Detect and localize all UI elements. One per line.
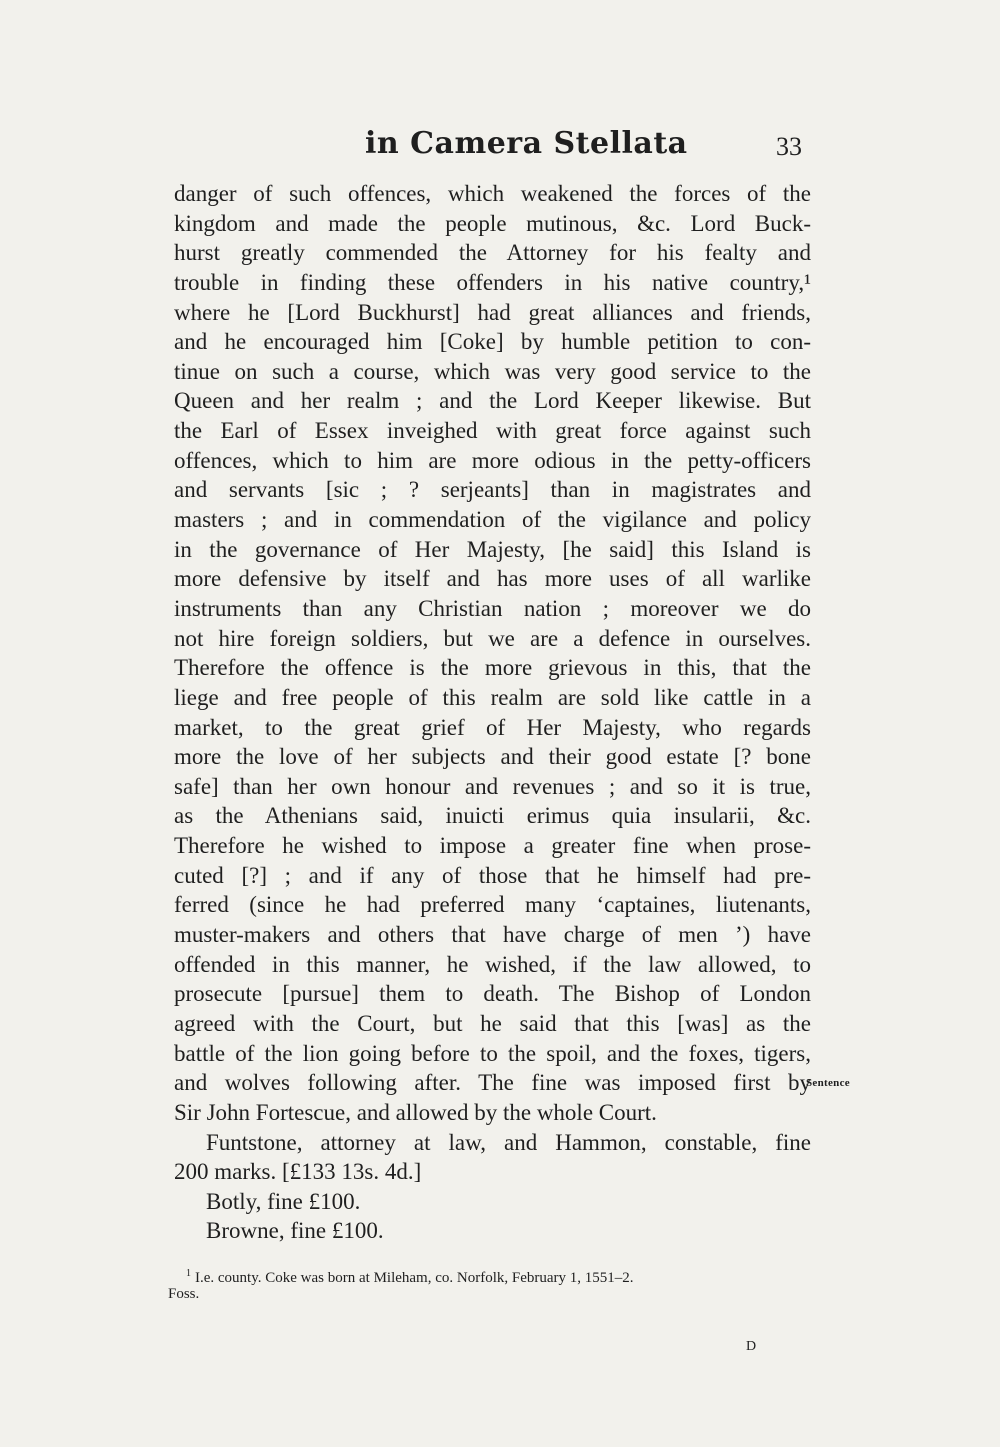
- text-line: Botly, fine £100.: [206, 1188, 361, 1214]
- text-line: Browne, fine £100.: [206, 1218, 384, 1244]
- text-line: the Earl of Essex inveighed with great force against such: [174, 418, 811, 444]
- text-line: Sir John Fortescue, and allowed by the whole Court.: [174, 1099, 657, 1125]
- margin-note-sentence: Sentence: [806, 1077, 850, 1089]
- text-line: masters ; and in commendation of the vigilance and policy: [174, 507, 811, 533]
- text-line: more the love of her subjects and their good estate [? bone: [174, 744, 811, 770]
- text-line: offended in this manner, he wished, if the law allowed, to: [174, 951, 811, 977]
- text-line: as the Athenians said, inuicti erimus quia insularii, &c.: [174, 803, 811, 829]
- text-line: and wolves following after. The fine was imposed first by: [174, 1070, 811, 1096]
- text-line: market, to the great grief of Her Majesty, who regards: [174, 714, 811, 740]
- text-line: ferred (since he had preferred many ‘captaines, liutenants,: [174, 892, 811, 918]
- text-line: Funtstone, attorney at law, and Hammon, constable, fine: [206, 1129, 811, 1155]
- text-line: more defensive by itself and has more uses of all warlike: [174, 566, 811, 592]
- text-line: and servants [sic ; ? serjeants] than in magistrates and: [174, 477, 811, 503]
- text-line: and he encouraged him [Coke] by humble petition to con-: [174, 329, 811, 355]
- footnote: [168, 1264, 808, 1304]
- text-line: offences, which to him are more odious in the petty-officers: [174, 447, 811, 473]
- page-number: 33: [776, 132, 802, 161]
- text-line: cuted [?] ; and if any of those that he himself had pre-: [174, 862, 811, 888]
- footnote-mark: 1: [186, 1268, 191, 1279]
- text-line: where he [Lord Buckhurst] had great alliances and friends,: [174, 299, 811, 325]
- body-text: [174, 179, 811, 1246]
- text-line: not hire foreign soldiers, but we are a defence in ourselves.: [174, 625, 811, 651]
- text-line: Therefore the offence is the more grievous in this, that the: [174, 655, 811, 681]
- text-line: Queen and her realm ; and the Lord Keeper likewise. But: [174, 388, 811, 414]
- footnote-line: Foss.: [168, 1286, 200, 1302]
- text-line: Therefore he wished to impose a greater fine when prose-: [174, 833, 811, 859]
- text-line: instruments than any Christian nation ; moreover we do: [174, 595, 811, 621]
- footnote-line: [168, 1264, 808, 1284]
- text-line: liege and free people of this realm are sold like cattle in a: [174, 684, 811, 710]
- text-line: in the governance of Her Majesty, [he said] this Island is: [174, 536, 811, 562]
- text-line: muster-makers and others that have charge of men ’) have: [174, 922, 811, 948]
- text-line: trouble in finding these offenders in his native country,¹: [174, 269, 811, 295]
- text-line: kingdom and made the people mutinous, &c. Lord Buck-: [174, 210, 811, 236]
- text-line: hurst greatly commended the Attorney for his fealty and: [174, 240, 811, 266]
- text-line: battle of the lion going before to the spoil, and the foxes, tigers,: [174, 1040, 811, 1066]
- text-line: safe] than her own honour and revenues ; and so it is true,: [174, 773, 811, 799]
- text-line: tinue on such a course, which was very good service to the: [174, 358, 811, 384]
- text-line: agreed with the Court, but he said that this [was] as the: [174, 1010, 811, 1036]
- footnote-text: I.e. county. Coke was born at Mileham, co. Norfolk, February 1, 1551–2.: [195, 1270, 634, 1286]
- text-line: 200 marks. [£133 13s. 4d.]: [174, 1159, 422, 1185]
- signature-mark: D: [746, 1339, 757, 1354]
- text-line: danger of such offences, which weakened the forces of the: [174, 181, 811, 206]
- page-header-title: in Camera Stellata: [365, 126, 688, 161]
- text-line: prosecute [pursue] them to death. The Bishop of London: [174, 981, 811, 1007]
